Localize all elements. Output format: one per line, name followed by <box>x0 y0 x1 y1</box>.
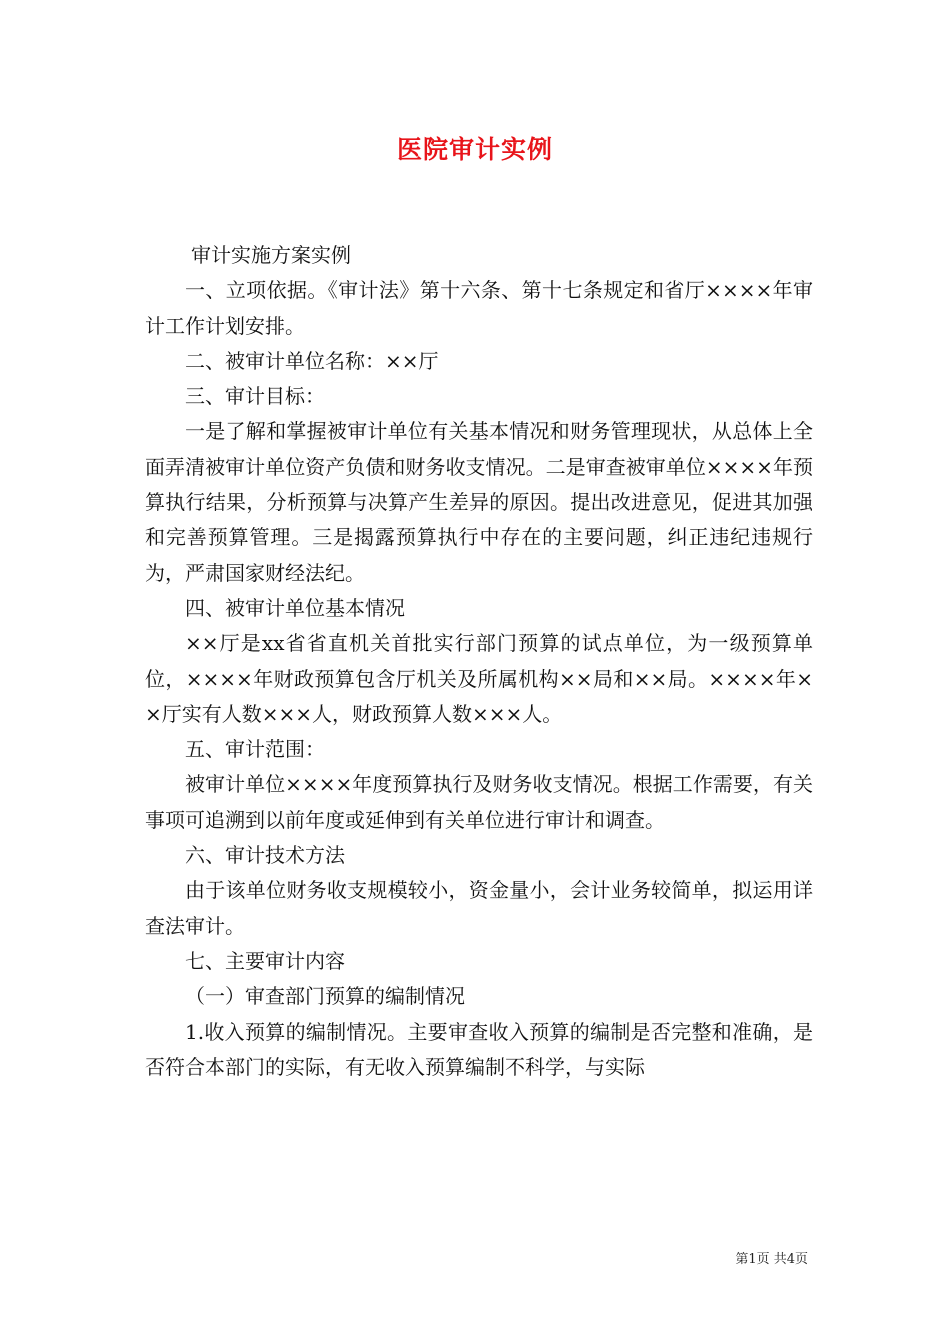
paragraph-income-budget: 1.收入预算的编制情况。主要审查收入预算的编制是否完整和准确，是否符合本部门的实际，有无收入预算编制不科学，与实际 <box>145 1019 813 1079</box>
paragraph-section-4: 四、被审计单位基本情况 <box>185 595 405 620</box>
paragraph-audit-scope: 被审计单位××××年度预算执行及财务收支情况。根据工作需要，有关事项可追溯到以前年度或延伸到有关单位进行审计和调查。 <box>145 772 813 832</box>
paragraph-subtitle: 审计实施方案实例 <box>191 243 351 267</box>
paragraph-section-7: 七、主要审计内容 <box>185 948 345 973</box>
paragraph-section-6: 六、审计技术方法 <box>185 843 345 868</box>
paragraph-basic-info: ××厅是xx省省直机关首批实行部门预算的试点单位，为一级预算单位，××××年财政预算包含厅机关及所属机构××局和××局。××××年××厅实有人数×××人，财政预算人数×××人。 <box>145 631 813 726</box>
page-title: 医院审计实例 <box>396 135 553 164</box>
paragraph-subsection-1: （一）审查部门预算的编制情况 <box>185 984 465 1009</box>
paragraph-section-5: 五、审计范围： <box>185 737 325 762</box>
paragraph-section-3: 三、审计目标： <box>185 384 325 409</box>
paragraph-section-2: 二、被审计单位名称：××厅 <box>185 348 439 373</box>
paragraph-audit-method: 由于该单位财务收支规模较小，资金量小，会计业务较简单，拟运用详查法审计。 <box>145 878 813 938</box>
page-number: 第1页 共4页 <box>735 1252 808 1267</box>
document-body <box>145 238 813 1085</box>
paragraph-section-1: 一、立项依据。《审计法》第十六条、第十七条规定和省厅××××年审计工作计划安排。 <box>145 278 813 338</box>
paragraph-audit-goals: 一是了解和掌握被审计单位有关基本情况和财务管理现状，从总体上全面弄清被审计单位资产负债和财务收支情况。二是审查被审单位××××年预算执行结果，分析预算与决算产生差异的原因。提出改进意见，促进其加强和完善预算管理。三是揭露预算执行中存在的主要问题，纠正违纪违规行为，严肃国家财经法纪。 <box>145 419 813 585</box>
